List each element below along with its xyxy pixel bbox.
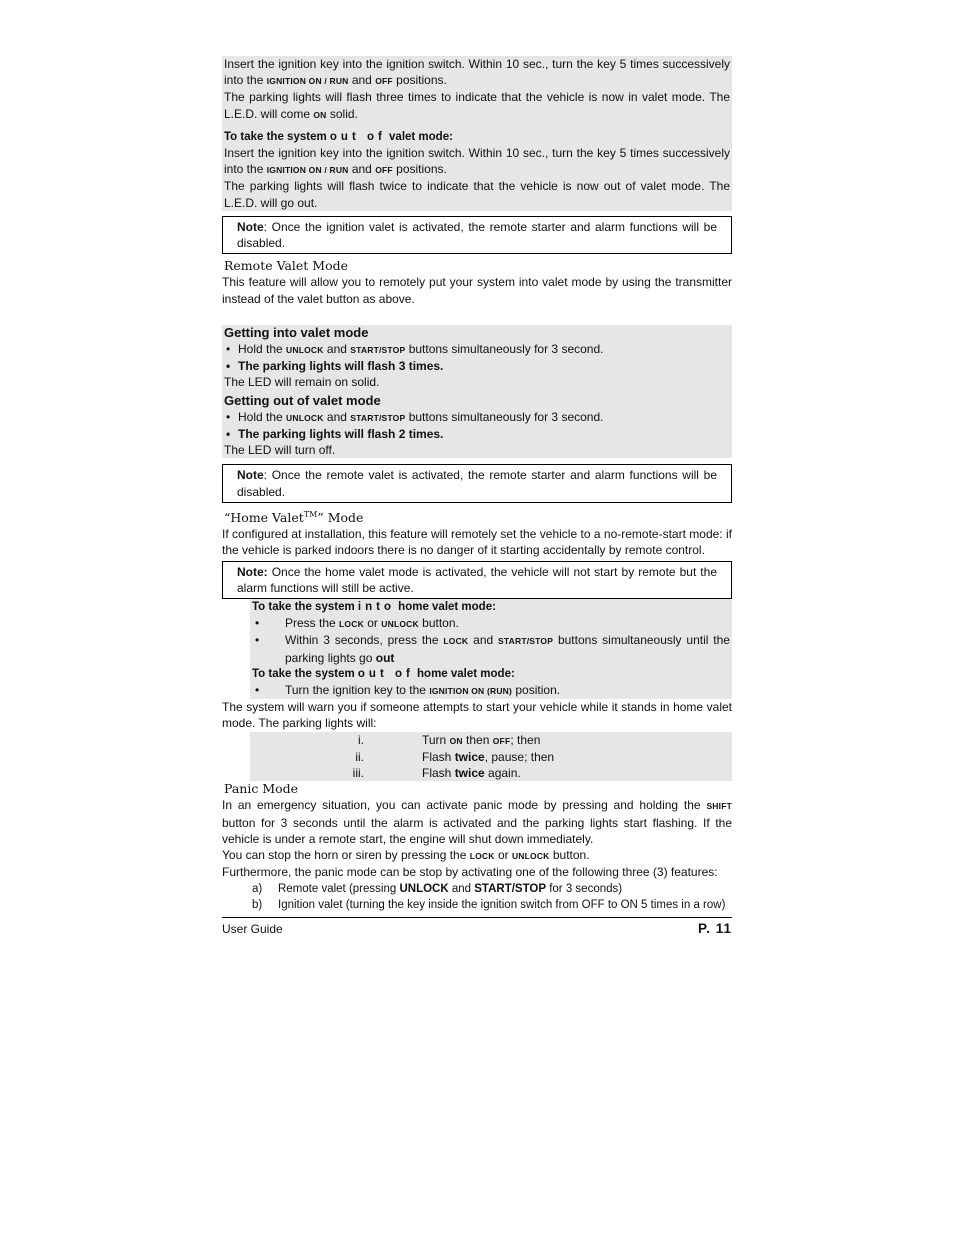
paragraph: The LED will turn off.: [224, 443, 336, 458]
paragraph: The system will warn you if someone attempts to start your vehicle while it stands in home valet mode. The parking lights will:: [222, 700, 732, 731]
list-item: • Within 3 seconds, press the LOCK and START/STOP buttons simultaneously until the parking lights go out: [252, 632, 730, 665]
paragraph: In an emergency situation, you can activate panic mode by pressing and holding the SHIFT button for 3 seconds until the alarm is activated and the parking lights start flashing. If the vehicle is under a remote start, the engine will shut down immediately.: [222, 798, 732, 846]
paragraph: This feature will allow you to remotely put your system into valet mode by using the transmitter instead of the valet button as above.: [222, 275, 732, 306]
note-box: Note: Once the home valet mode is activated, the vehicle will not start by remote but the alarm functions will still be active.: [222, 561, 732, 599]
ignition-valet-section: [222, 56, 732, 211]
paragraph: Furthermore, the panic mode can be stop by activating one of the following three (3) features:: [222, 865, 718, 880]
section-heading: Panic Mode: [224, 781, 299, 797]
paragraph: The LED will remain on solid.: [224, 375, 380, 390]
list-item: ii. Flash twice, pause; then: [355, 749, 555, 764]
subheading: To take the system into home valet mode:: [252, 601, 496, 614]
home-valet-steps: [250, 599, 732, 699]
paragraph: If configured at installation, this feature will remotely set the vehicle to a no-remote-start mode: if the vehicle is parked indoors there is no danger of it starting accidentally by remote control.: [222, 527, 732, 558]
section-heading: “Home Valet™” Mode: [224, 509, 364, 526]
roman-list: [250, 732, 732, 782]
list-item: a) Remote valet (pressing UNLOCK and START/STOP for 3 seconds): [252, 882, 623, 895]
section-heading: Remote Valet Mode: [224, 258, 349, 274]
paragraph: The parking lights will flash twice to indicate that the vehicle is now out of valet mode. The L.E.D. will go out.: [224, 179, 730, 210]
paragraph: The parking lights will flash three times to indicate that the vehicle is now in valet mode. The L.E.D. will come ON solid.: [224, 90, 730, 121]
subheading: Getting out of valet mode: [224, 392, 381, 408]
paragraph: Insert the ignition key into the ignition switch. Within 10 sec., turn the key 5 times successively into the IGNITION ON / RUN and OFF positions.: [224, 57, 730, 88]
note-box: Note: Once the ignition valet is activated, the remote starter and alarm functions will be disabled.: [222, 216, 732, 254]
subheading: Getting into valet mode: [224, 324, 369, 340]
page-content: [222, 56, 732, 937]
subheading: To take the system out of home valet mode:: [252, 667, 515, 680]
footer-title: User Guide: [222, 921, 283, 936]
page-footer: [222, 917, 732, 937]
page-number: P. 11: [697, 920, 732, 936]
paragraph: Insert the ignition key into the ignition switch. Within 10 sec., turn the key 5 times successively into the IGNITION ON / RUN and OFF positions.: [224, 146, 730, 177]
subheading: To take the system out of valet mode:: [224, 130, 453, 143]
list-item: • Turn the ignition key to the IGNITION ON (RUN) position.: [252, 682, 730, 699]
list-item: • Hold the UNLOCK and START/STOP buttons simultaneously for 3 second.: [224, 409, 730, 426]
list-item: • The parking lights will flash 2 times.: [224, 426, 730, 442]
paragraph: You can stop the horn or siren by pressing the LOCK or UNLOCK button.: [222, 848, 590, 863]
list-item: • Press the LOCK or UNLOCK button.: [252, 615, 730, 632]
remote-valet-section: [222, 325, 732, 459]
list-item: b) Ignition valet (turning the key inside the ignition switch from OFF to ON 5 times in a row): [252, 898, 726, 911]
list-item: • The parking lights will flash 3 times.: [224, 358, 730, 374]
note-box: Note: Once the remote valet is activated, the remote starter and alarm functions will be disabled.: [222, 464, 732, 502]
list-item: i. Turn ON then OFF; then: [358, 732, 541, 747]
list-item: iii. Flash twice again.: [352, 766, 521, 781]
list-item: • Hold the UNLOCK and START/STOP buttons simultaneously for 3 second.: [224, 341, 730, 358]
